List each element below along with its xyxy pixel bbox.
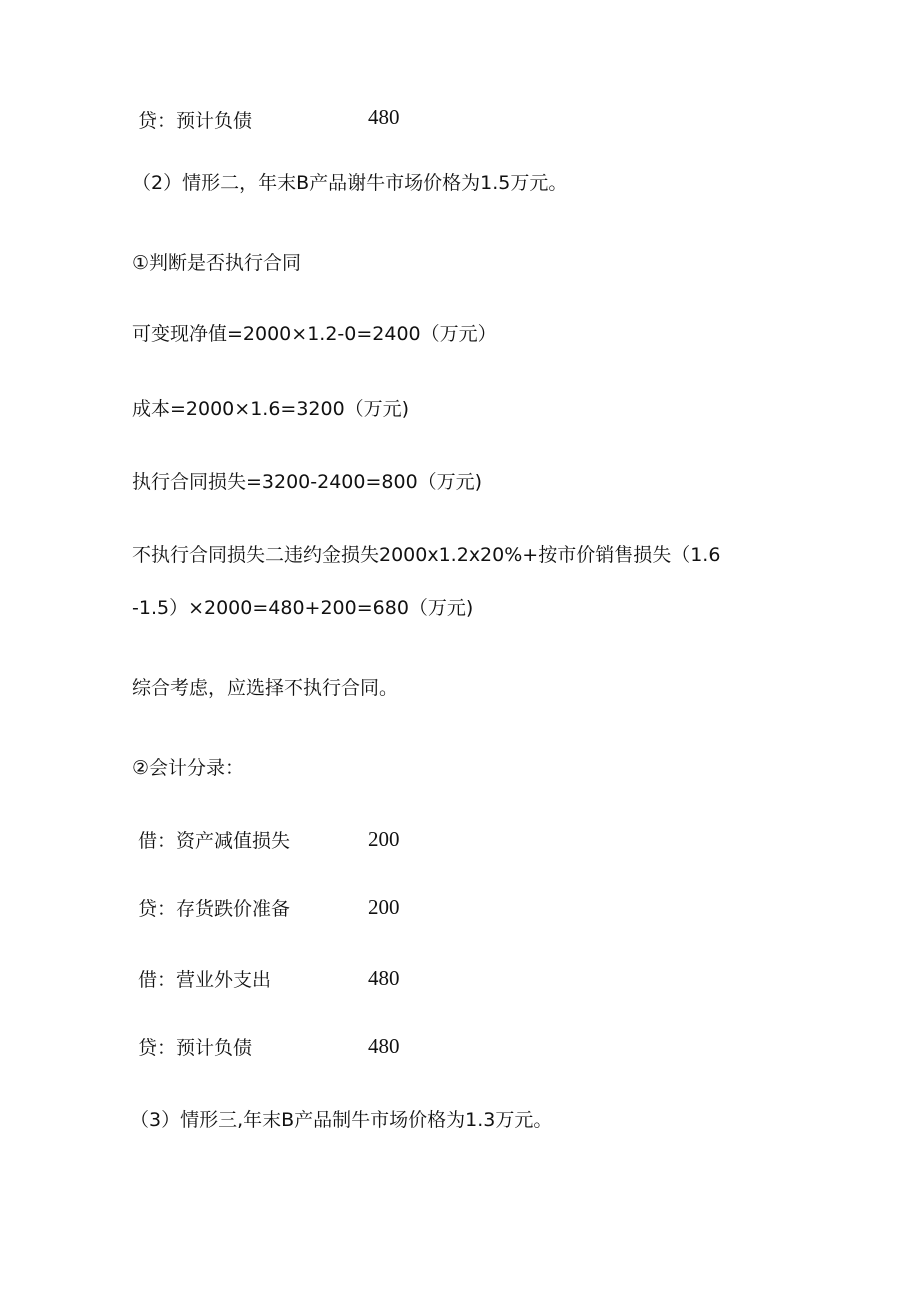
entry-amount: 480 (368, 1034, 400, 1058)
cost-formula: 成本=2000×1.6=3200（万元) (132, 398, 410, 420)
nonexec-loss-formula-line2: -1.5）×2000=480+200=680（万元) (132, 597, 474, 619)
entry-account: 贷：预计负债 (138, 110, 253, 132)
entry-account: 贷：预计负债 (138, 1037, 253, 1059)
entry-amount: 480 (368, 105, 400, 129)
exec-loss-formula: 执行合同损失=3200-2400=800（万元) (132, 471, 483, 493)
case2-heading: （2）情形二，年末B产品谢牛市场价格为1.5万元。 (132, 172, 568, 194)
entry-amount: 200 (368, 895, 400, 919)
case3-heading: （3）情形三,年末B产品制牛市场价格为1.3万元。 (130, 1109, 553, 1131)
nonexec-loss-formula-line1: 不执行合同损失二违约金损失2000x1.2x20%+按市价销售损失（1.6 (132, 544, 721, 566)
conclusion-text: 综合考虑，应选择不执行合同。 (132, 677, 399, 699)
entry-amount: 200 (368, 827, 400, 851)
entry-amount: 480 (368, 966, 400, 990)
entry-account: 借：营业外支出 (138, 969, 272, 991)
step1-title: ①判断是否执行合同 (132, 252, 302, 274)
entry-account: 贷：存货跌价准备 (138, 898, 291, 920)
entry-account: 借：资产减值损失 (138, 830, 291, 852)
step2-title: ②会计分录： (132, 757, 245, 779)
nrv-formula: 可变现净值=2000×1.2-0=2400（万元） (132, 323, 497, 345)
